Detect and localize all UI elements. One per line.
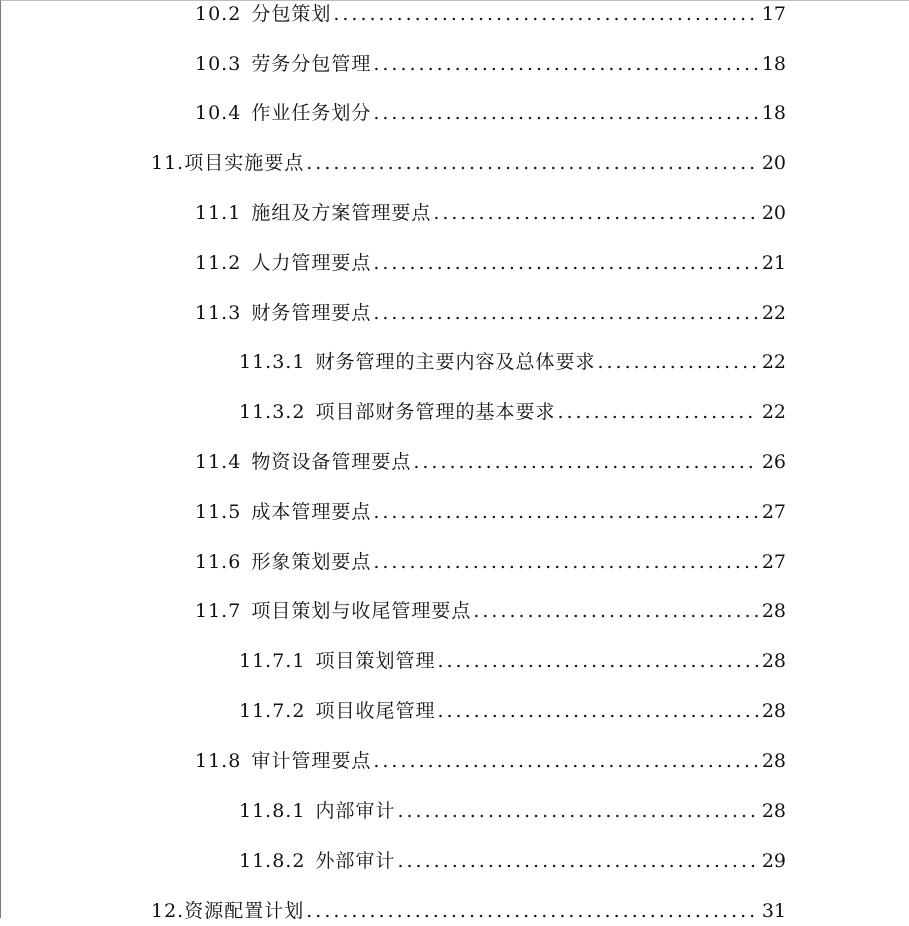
toc-entry-title: 分包策划 xyxy=(251,3,332,25)
toc-entry-12[interactable] xyxy=(151,896,786,926)
toc-page-number: 20 xyxy=(761,152,786,174)
toc-entry-title: 财务管理的主要内容及总体要求 xyxy=(315,351,596,373)
toc-entry-title: 财务管理要点 xyxy=(251,302,372,324)
toc-entry-number: 11.1 xyxy=(195,202,242,224)
toc-dot-leader xyxy=(413,447,757,477)
toc-dot-leader xyxy=(397,796,757,826)
toc-page-number: 28 xyxy=(761,750,786,772)
toc-page-number: 18 xyxy=(761,102,786,124)
toc-dot-leader xyxy=(373,298,757,328)
toc-entry-number: 11.4 xyxy=(195,451,242,473)
toc-dot-leader xyxy=(557,397,757,427)
toc-entry-number: 12. xyxy=(151,900,185,922)
toc-entry-11-8[interactable] xyxy=(195,746,786,776)
toc-entry-11-7-1[interactable] xyxy=(239,646,786,676)
toc-entry-title: 劳务分包管理 xyxy=(251,53,372,75)
toc-dot-leader xyxy=(437,646,757,676)
toc-page-number: 22 xyxy=(761,351,786,373)
toc-entry-title: 资源配置计划 xyxy=(184,900,305,922)
toc-entry-number: 11.7.1 xyxy=(239,650,306,672)
toc-dot-leader xyxy=(333,0,757,29)
toc-entry-number: 11.3.2 xyxy=(239,401,306,423)
toc-page-number: 28 xyxy=(761,800,786,822)
toc-entry-title: 物资设备管理要点 xyxy=(251,451,412,473)
toc-entry-title: 施组及方案管理要点 xyxy=(251,202,432,224)
toc-entry-title: 形象策划要点 xyxy=(251,551,372,573)
toc-entry-number: 10.2 xyxy=(195,3,242,25)
toc-entry-title: 成本管理要点 xyxy=(251,501,372,523)
toc-entry-11-6[interactable] xyxy=(195,547,786,577)
toc-entry-11-8-2[interactable] xyxy=(239,846,786,876)
toc-entry-11-3-2[interactable] xyxy=(239,397,786,427)
toc-entry-11-8-1[interactable] xyxy=(239,796,786,826)
toc-entry-10-2[interactable] xyxy=(195,0,786,29)
toc-entry-11-3-1[interactable] xyxy=(239,347,786,377)
toc-entry-number: 10.4 xyxy=(195,102,242,124)
toc-dot-leader xyxy=(373,98,757,128)
toc-entry-title: 项目部财务管理的基本要求 xyxy=(315,401,556,423)
toc-dot-leader xyxy=(397,846,757,876)
toc-page-number: 20 xyxy=(761,202,786,224)
toc-page-number: 28 xyxy=(761,600,786,622)
toc-entry-title: 项目实施要点 xyxy=(184,152,305,174)
toc-page-number: 31 xyxy=(761,900,786,922)
toc-dot-leader xyxy=(473,596,757,626)
toc-page-number: 28 xyxy=(761,650,786,672)
toc-entry-number: 11.3.1 xyxy=(239,351,306,373)
toc-page-number: 22 xyxy=(761,302,786,324)
toc-entry-11-7[interactable] xyxy=(195,596,786,626)
toc-dot-leader xyxy=(373,746,757,776)
toc-entry-10-3[interactable] xyxy=(195,49,786,79)
toc-entry-number: 11.3 xyxy=(195,302,242,324)
toc-entry-title: 外部审计 xyxy=(315,850,396,872)
toc-dot-leader xyxy=(373,547,757,577)
toc-page-number: 21 xyxy=(761,252,786,274)
toc-dot-leader xyxy=(597,347,757,377)
toc-entry-11-7-2[interactable] xyxy=(239,696,786,726)
toc-page-number: 18 xyxy=(761,53,786,75)
toc-page-number: 29 xyxy=(761,850,786,872)
toc-dot-leader xyxy=(373,497,757,527)
toc-entry-number: 11.7.2 xyxy=(239,700,306,722)
toc-entry-11-4[interactable] xyxy=(195,447,786,477)
toc-entry-number: 11.5 xyxy=(195,501,242,523)
toc-entry-number: 11.8.2 xyxy=(239,850,306,872)
toc-dot-leader xyxy=(373,49,757,79)
toc-entry-title: 项目策划与收尾管理要点 xyxy=(251,600,472,622)
toc-entry-number: 11. xyxy=(151,152,185,174)
toc-page-number: 26 xyxy=(761,451,786,473)
toc-entry-title: 作业任务划分 xyxy=(251,102,372,124)
toc-entry-11[interactable] xyxy=(151,148,786,178)
toc-dot-leader xyxy=(306,148,758,178)
toc-dot-leader xyxy=(437,696,757,726)
toc-entry-11-5[interactable] xyxy=(195,497,786,527)
toc-page-number: 17 xyxy=(761,3,786,25)
toc-entry-title: 项目策划管理 xyxy=(315,650,436,672)
toc-entry-title: 项目收尾管理 xyxy=(315,700,436,722)
toc-entry-11-3[interactable] xyxy=(195,298,786,328)
toc-entry-title: 审计管理要点 xyxy=(251,750,372,772)
toc-dot-leader xyxy=(306,896,758,926)
toc-dot-leader xyxy=(373,248,757,278)
toc-entry-11-1[interactable] xyxy=(195,198,786,228)
toc-entry-number: 11.8.1 xyxy=(239,800,306,822)
toc-entry-number: 11.6 xyxy=(195,551,242,573)
toc-entry-number: 11.7 xyxy=(195,600,242,622)
toc-entry-number: 11.2 xyxy=(195,252,242,274)
toc-entry-11-2[interactable] xyxy=(195,248,786,278)
toc-page-number: 22 xyxy=(761,401,786,423)
toc-entry-title: 内部审计 xyxy=(315,800,396,822)
toc-entry-number: 11.8 xyxy=(195,750,242,772)
toc-dot-leader xyxy=(433,198,757,228)
toc-entry-10-4[interactable] xyxy=(195,98,786,128)
toc-page-number: 27 xyxy=(761,501,786,523)
toc-entry-title: 人力管理要点 xyxy=(251,252,372,274)
toc-page-number: 28 xyxy=(761,700,786,722)
toc-entry-number: 10.3 xyxy=(195,53,242,75)
toc-page-number: 27 xyxy=(761,551,786,573)
